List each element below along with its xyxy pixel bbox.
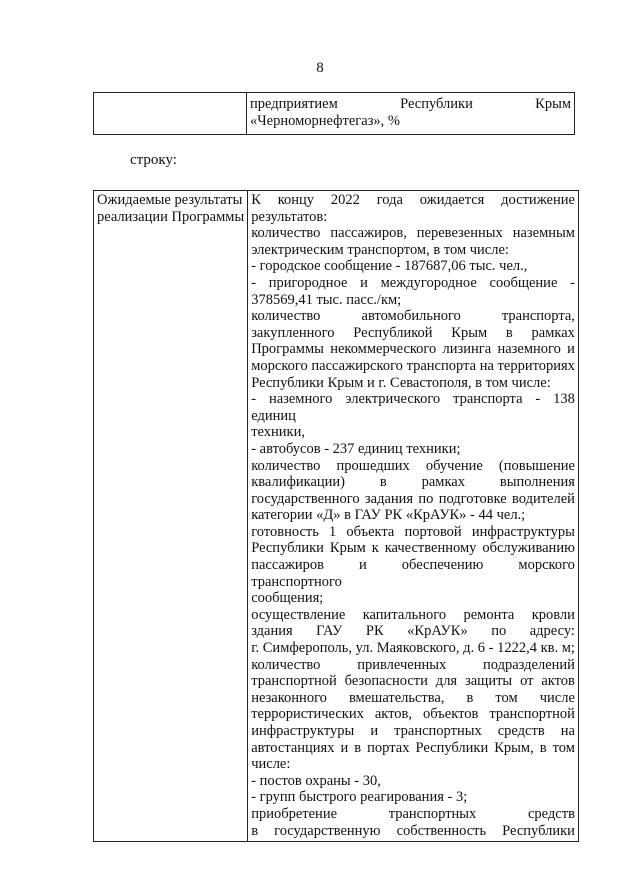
- results-line: количество автомобильного транспорта,: [251, 308, 575, 325]
- top-table-right-cell: [247, 93, 575, 135]
- results-line: Республики Крым к качественному обслуживанию: [251, 540, 575, 557]
- results-line: количество привлеченных подразделений: [251, 656, 575, 673]
- results-line: сообщения;: [251, 590, 324, 607]
- results-line: техники,: [251, 424, 305, 441]
- results-line: 378569,41 тыс. пасс./км;: [251, 291, 402, 308]
- label-line: реализации Программы: [97, 208, 245, 225]
- results-table: [93, 190, 579, 842]
- results-line: - постов охраны - 30,: [251, 772, 381, 789]
- results-line: - групп быстрого реагирования - 3;: [251, 789, 468, 806]
- results-line: количество прошедших обучение (повышение: [251, 457, 575, 474]
- results-line: результатов:: [251, 208, 328, 225]
- results-line: Программы некоммерческого лизинга наземного и: [251, 341, 575, 358]
- results-line: незаконного вмешательства, в том числе: [251, 689, 575, 706]
- results-line: Республики Крым и г. Севастополя, в том числе:: [251, 374, 551, 391]
- results-line: осуществление капитального ремонта кровли: [251, 606, 575, 623]
- results-line: квалификации) в рамках выполнения: [251, 474, 575, 491]
- page-number: 8: [316, 60, 324, 76]
- results-line: здания ГАУ РК «КрАУК» по адресу:: [251, 623, 575, 640]
- results-line: числе:: [251, 756, 291, 773]
- label-line: Ожидаемые результаты: [97, 192, 243, 208]
- results-line: категории «Д» в ГАУ РК «КрАУК» - 44 чел.;: [251, 507, 526, 524]
- results-line: готовность 1 объекта портовой инфраструктуры: [251, 523, 575, 540]
- results-line: пассажиров и обеспечению морского транспортного: [251, 557, 575, 590]
- table-cell-line: «Черноморнефтегаз», %: [250, 113, 400, 129]
- intro-text: строку:: [130, 152, 177, 168]
- results-line: - автобусов - 237 единиц техники;: [251, 440, 461, 457]
- results-content-cell: [248, 191, 579, 842]
- results-line: автостанциях и в портах Республики Крым, в том: [251, 739, 575, 756]
- results-line: - пригородное и междугородное сообщение -: [251, 274, 575, 291]
- results-line: приобретение транспортных средств: [251, 805, 575, 822]
- results-line: в государственную собственность Республики: [251, 822, 575, 839]
- results-line: электрическим транспортом, в том числе:: [251, 241, 509, 258]
- results-line: террористических актов, объектов транспортной: [251, 706, 575, 723]
- top-table-fragment: [93, 92, 575, 135]
- results-line: - городское сообщение - 187687,06 тыс. чел.,: [251, 258, 528, 275]
- results-line: транспортной безопасности для защиты от актов: [251, 673, 575, 690]
- results-line: - наземного электрического транспорта - 138 единиц: [251, 391, 575, 424]
- results-label-cell: [94, 191, 248, 842]
- table-row: [94, 93, 575, 135]
- top-table-left-cell: [94, 93, 247, 135]
- results-line: морского пассажирского транспорта на территориях: [251, 357, 575, 374]
- results-line: количество пассажиров, перевезенных наземным: [251, 225, 575, 242]
- results-line: закупленного Республикой Крым в рамках: [251, 324, 575, 341]
- table-row: [94, 191, 579, 842]
- results-line: К концу 2022 года ожидается достижение: [251, 192, 575, 208]
- table-cell-line: предприятием Республики Крым: [250, 96, 571, 112]
- results-line: г. Симферополь, ул. Маяковского, д. 6 - 1222,4 кв. м;: [251, 640, 575, 657]
- results-line: инфраструктуры и транспортных средств на: [251, 723, 575, 739]
- results-line: государственного задания по подготовке водителей: [251, 490, 575, 507]
